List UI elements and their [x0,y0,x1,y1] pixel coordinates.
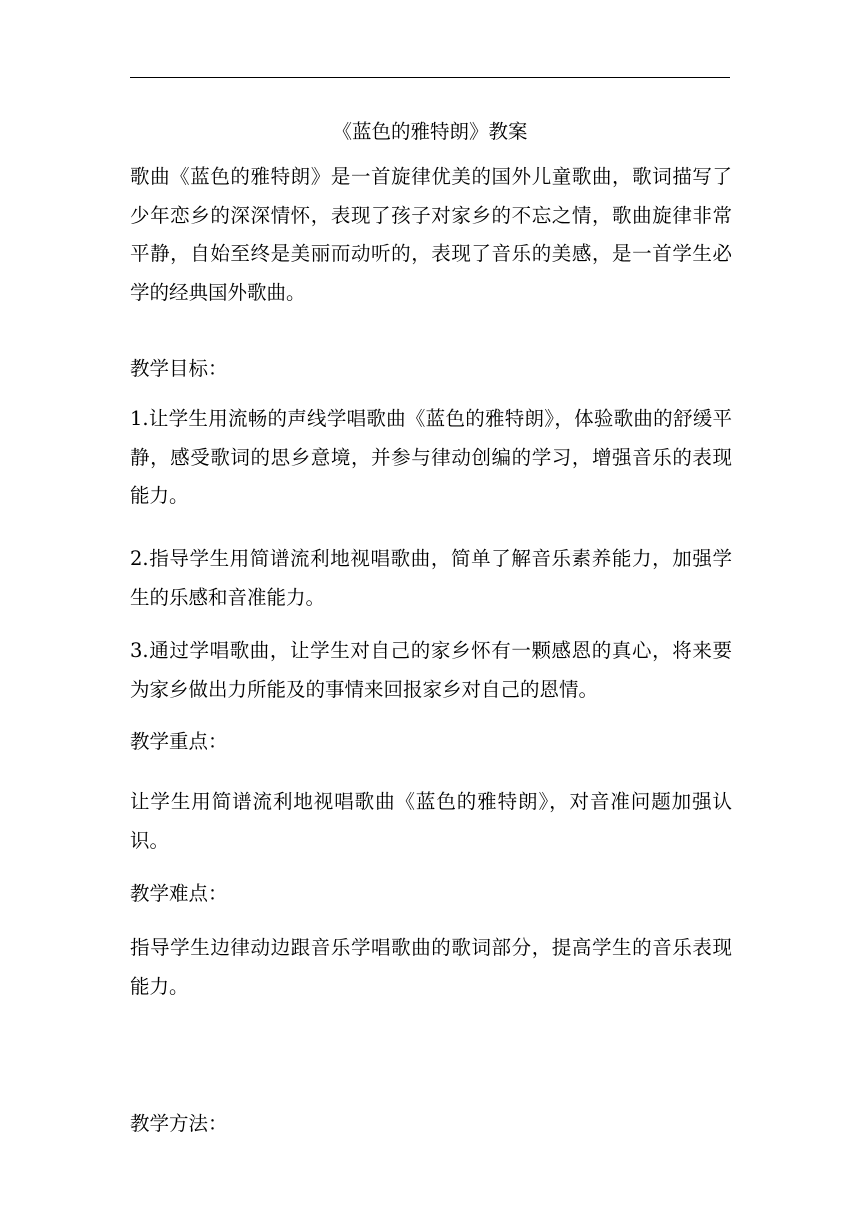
document-title: 《蓝色的雅特朗》教案 [332,120,528,143]
section-heading-key-points: 教学重点： [130,730,228,753]
section-heading-methods: 教学方法： [130,1112,228,1135]
objective-item-1: 1.让学生用流畅的声线学唱歌曲《蓝色的雅特朗》，体验歌曲的舒缓平静，感受歌词的思乡意境，并参与律动创编的学习，增强音乐的表现能力。 [130,407,732,507]
header-rule [130,77,730,78]
intro-paragraph: 歌曲《蓝色的雅特朗》是一首旋律优美的国外儿童歌曲，歌词描写了少年恋乡的深深情怀，表现了孩子对家乡的不忘之情，歌曲旋律非常平静，自始至终是美丽而动听的，表现了音乐的美感，是一首学生必学的经典国外歌曲。 [130,165,732,304]
difficulties-paragraph: 指导学生边律动边跟音乐学唱歌曲的歌词部分，提高学生的音乐表现能力。 [130,936,732,998]
section-heading-objectives: 教学目标： [130,357,228,380]
key-points-paragraph: 让学生用简谱流利地视唱歌曲《蓝色的雅特朗》，对音准问题加强认识。 [130,790,732,852]
section-heading-difficulties: 教学难点： [130,882,228,905]
objective-item-3: 3.通过学唱歌曲，让学生对自己的家乡怀有一颗感恩的真心，将来要为家乡做出力所能及的事情来回报家乡对自己的恩情。 [130,639,732,701]
objective-item-2: 2.指导学生用简谱流利地视唱歌曲，简单了解音乐素养能力，加强学生的乐感和音准能力。 [130,547,732,609]
